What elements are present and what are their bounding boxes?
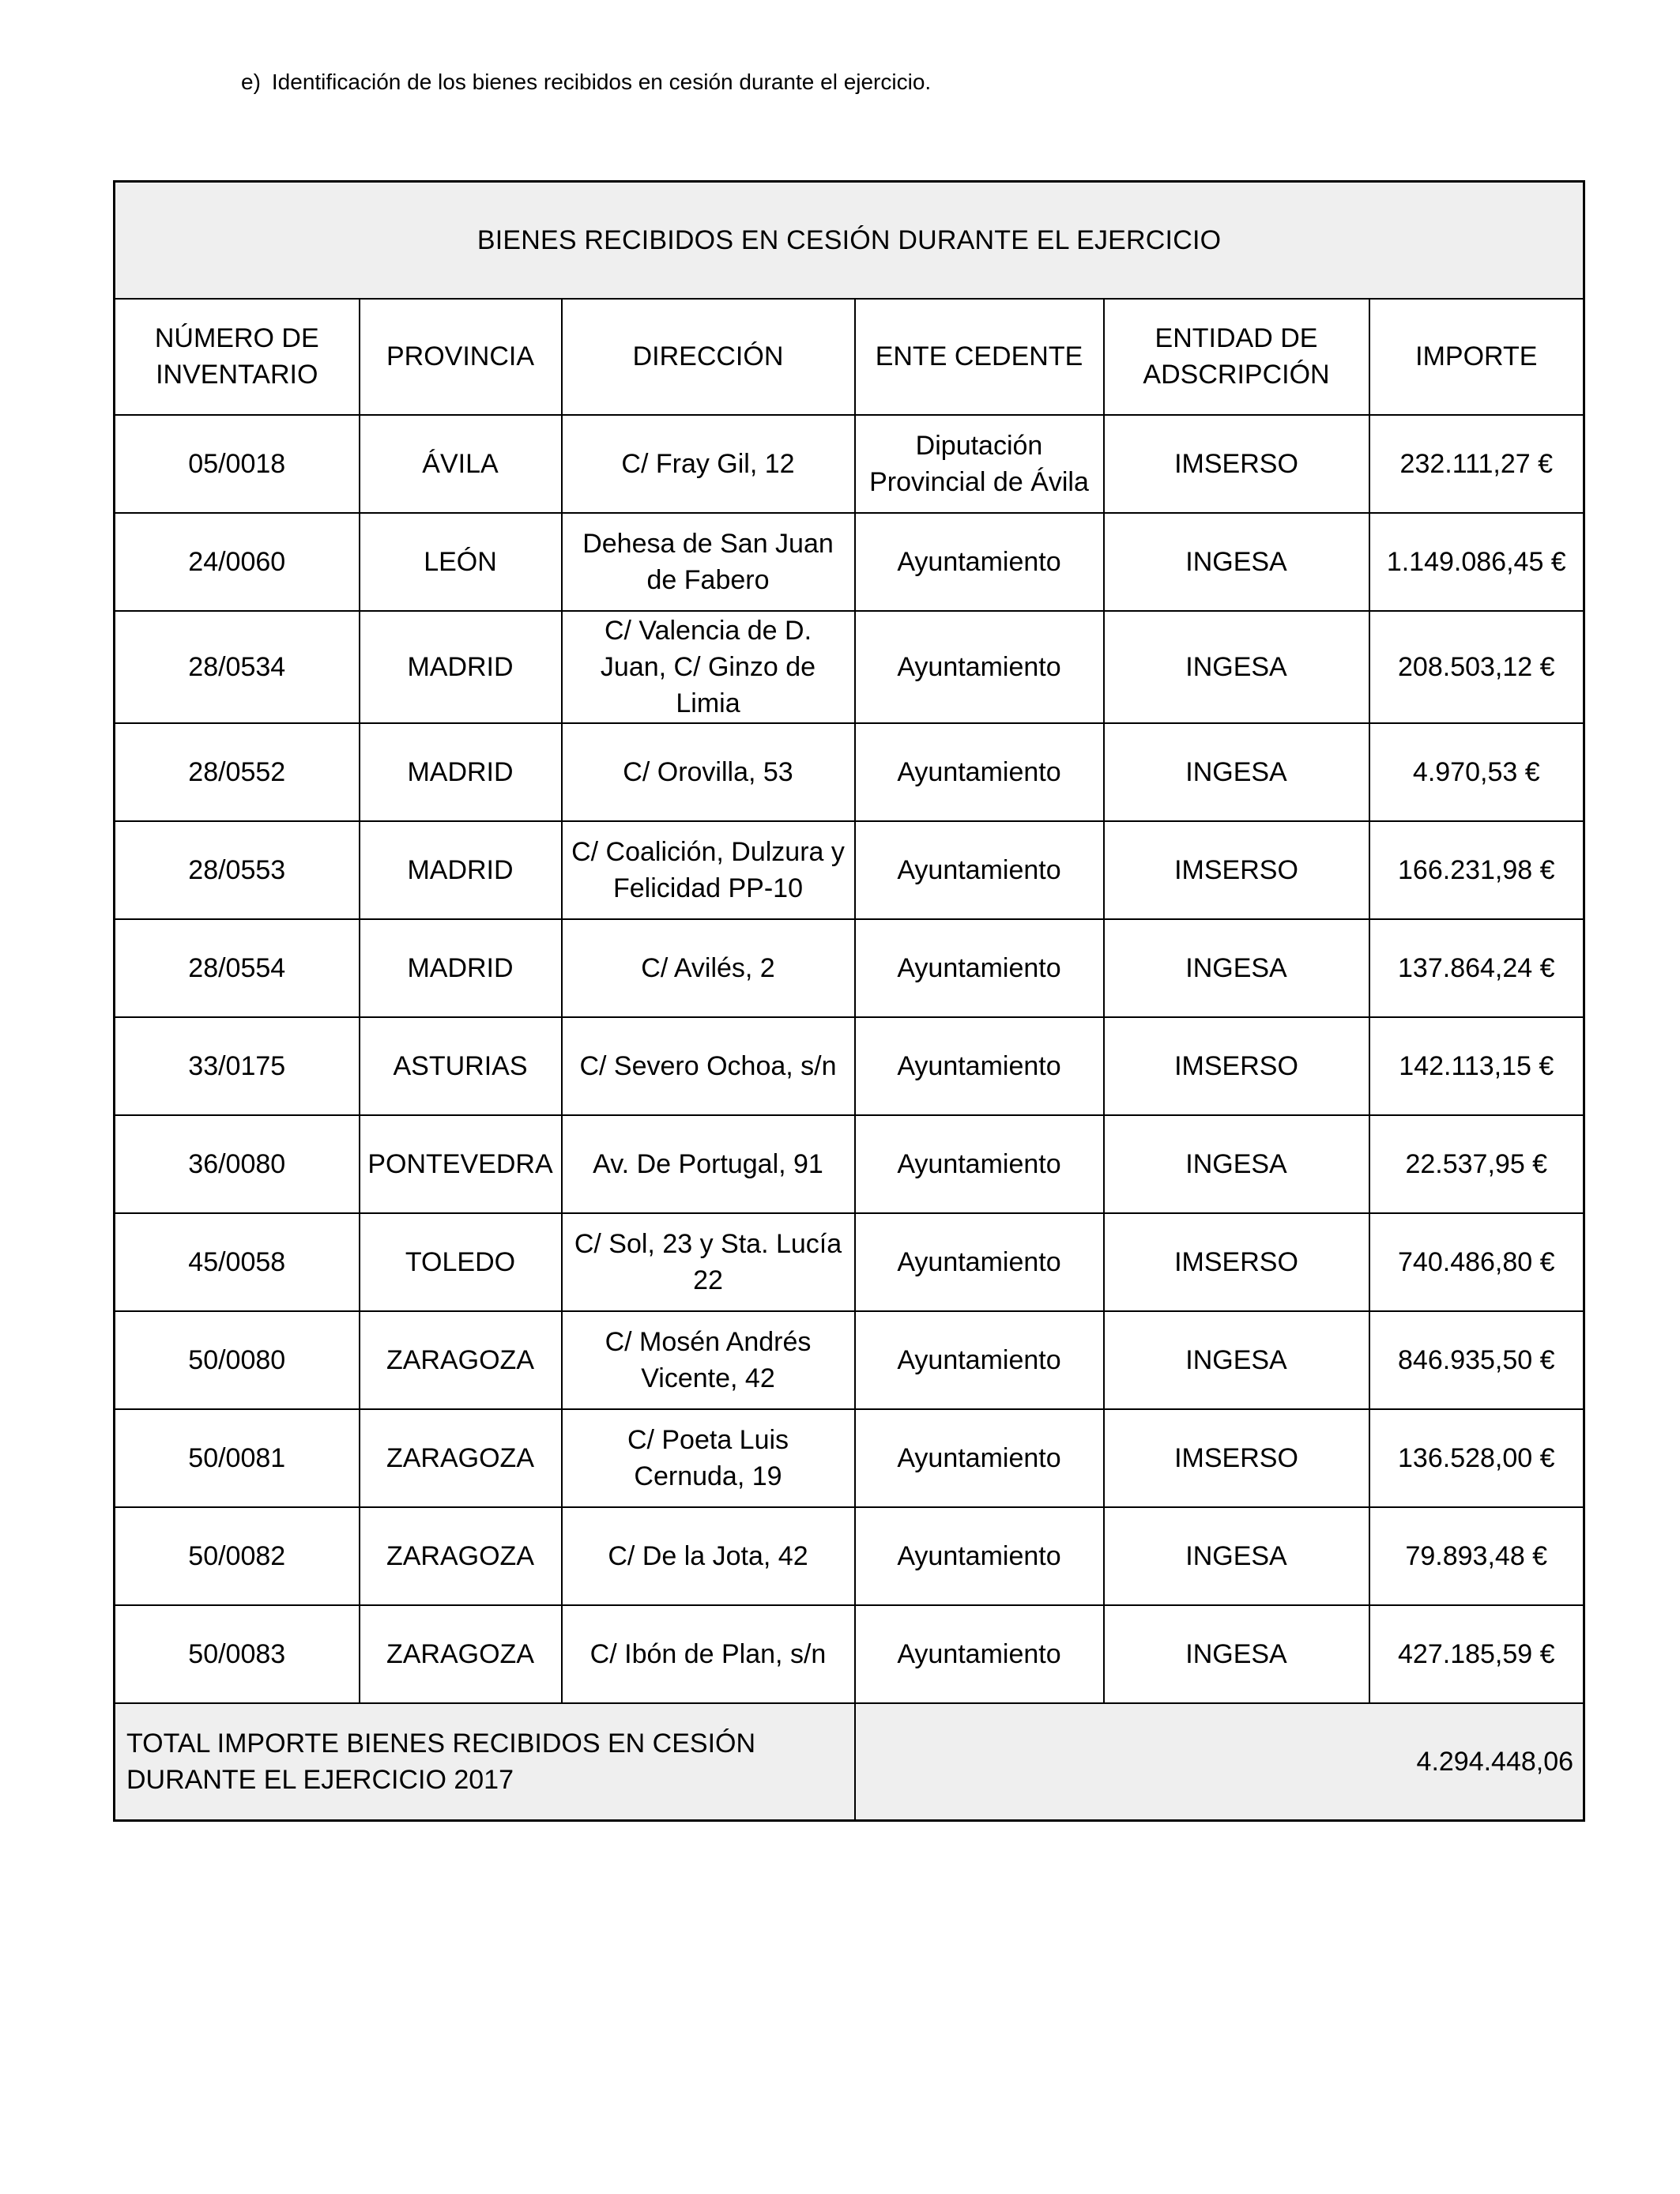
cell-province: ZARAGOZA (360, 1311, 562, 1409)
section-heading (241, 66, 931, 98)
cell-amount: 232.111,27 € (1369, 415, 1584, 513)
cell-amount: 740.486,80 € (1369, 1213, 1584, 1311)
cell-amount: 22.537,95 € (1369, 1115, 1584, 1213)
header-amount: IMPORTE (1369, 299, 1584, 415)
cell-assignment: IMSERSO (1104, 821, 1369, 919)
cell-province: MADRID (360, 723, 562, 821)
cell-amount: 136.528,00 € (1369, 1409, 1584, 1507)
assets-table (113, 180, 1585, 1822)
cell-inventory: 24/0060 (115, 513, 360, 611)
total-label-line1: TOTAL IMPORTE BIENES RECIBIDOS EN CESIÓN (126, 1728, 756, 1759)
cell-address: C/ De la Jota, 42 (562, 1507, 855, 1605)
cell-grantor: Ayuntamiento (855, 1017, 1104, 1115)
cell-grantor: Ayuntamiento (855, 919, 1104, 1017)
table-row (115, 1605, 1584, 1703)
cell-assignment: INGESA (1104, 611, 1369, 723)
cell-address: C/ Poeta Luis Cernuda, 19 (562, 1409, 855, 1507)
total-label (115, 1703, 855, 1821)
cell-address: C/ Fray Gil, 12 (562, 415, 855, 513)
cell-grantor: Ayuntamiento (855, 1115, 1104, 1213)
cell-inventory: 28/0554 (115, 919, 360, 1017)
table-row (115, 1017, 1584, 1115)
cell-inventory: 05/0018 (115, 415, 360, 513)
cell-assignment: INGESA (1104, 723, 1369, 821)
cell-amount: 208.503,12 € (1369, 611, 1584, 723)
cell-address: Dehesa de San Juan de Fabero (562, 513, 855, 611)
cell-address: C/ Avilés, 2 (562, 919, 855, 1017)
total-value: 4.294.448,06 (855, 1703, 1584, 1821)
table-row (115, 1409, 1584, 1507)
cell-address: C/ Ibón de Plan, s/n (562, 1605, 855, 1703)
cell-amount: 846.935,50 € (1369, 1311, 1584, 1409)
cell-inventory: 50/0081 (115, 1409, 360, 1507)
cell-assignment: IMSERSO (1104, 1017, 1369, 1115)
cell-grantor: Ayuntamiento (855, 1409, 1104, 1507)
cell-amount: 4.970,53 € (1369, 723, 1584, 821)
header-inventory-line1: NÚMERO DE (154, 323, 319, 353)
cell-inventory: 50/0082 (115, 1507, 360, 1605)
cell-address: Av. De Portugal, 91 (562, 1115, 855, 1213)
header-address: DIRECCIÓN (562, 299, 855, 415)
cell-inventory: 33/0175 (115, 1017, 360, 1115)
cell-grantor: Diputación Provincial de Ávila (855, 415, 1104, 513)
total-row (115, 1703, 1584, 1821)
cell-province: ASTURIAS (360, 1017, 562, 1115)
cell-amount: 142.113,15 € (1369, 1017, 1584, 1115)
cell-province: MADRID (360, 611, 562, 723)
table-row (115, 1311, 1584, 1409)
table-header-row (115, 299, 1584, 415)
cell-province: ZARAGOZA (360, 1507, 562, 1605)
cell-amount: 427.185,59 € (1369, 1605, 1584, 1703)
cell-grantor: Ayuntamiento (855, 1311, 1104, 1409)
cell-province: ZARAGOZA (360, 1409, 562, 1507)
table-row (115, 919, 1584, 1017)
cell-address: C/ Coalición, Dulzura y Felicidad PP-10 (562, 821, 855, 919)
header-grantor: ENTE CEDENTE (855, 299, 1104, 415)
cell-inventory: 28/0534 (115, 611, 360, 723)
cell-inventory: 50/0080 (115, 1311, 360, 1409)
cell-assignment: INGESA (1104, 1115, 1369, 1213)
cell-address: C/ Sol, 23 y Sta. Lucía 22 (562, 1213, 855, 1311)
cell-grantor: Ayuntamiento (855, 1605, 1104, 1703)
cell-province: LEÓN (360, 513, 562, 611)
header-assignment-line1: ENTIDAD DE (1155, 323, 1318, 353)
section-heading-text: Identificación de los bienes recibidos en cesión durante el ejercicio. (271, 70, 932, 94)
cell-province: TOLEDO (360, 1213, 562, 1311)
table-row (115, 821, 1584, 919)
cell-amount: 1.149.086,45 € (1369, 513, 1584, 611)
table-row (115, 723, 1584, 821)
cell-assignment: INGESA (1104, 513, 1369, 611)
header-inventory (115, 299, 360, 415)
cell-assignment: INGESA (1104, 1605, 1369, 1703)
cell-province: ZARAGOZA (360, 1605, 562, 1703)
cell-grantor: Ayuntamiento (855, 1507, 1104, 1605)
table-row (115, 1115, 1584, 1213)
section-marker: e) (241, 70, 261, 94)
cell-assignment: IMSERSO (1104, 1409, 1369, 1507)
cell-province: MADRID (360, 821, 562, 919)
table-row (115, 513, 1584, 611)
cell-grantor: Ayuntamiento (855, 723, 1104, 821)
cell-assignment: IMSERSO (1104, 415, 1369, 513)
table-row (115, 415, 1584, 513)
header-inventory-line2: INVENTARIO (156, 360, 318, 390)
header-assignment-line2: ADSCRIPCIÓN (1143, 360, 1330, 390)
cell-grantor: Ayuntamiento (855, 611, 1104, 723)
cell-address: C/ Orovilla, 53 (562, 723, 855, 821)
cell-grantor: Ayuntamiento (855, 513, 1104, 611)
cell-grantor: Ayuntamiento (855, 821, 1104, 919)
header-assignment (1104, 299, 1369, 415)
cell-inventory: 28/0553 (115, 821, 360, 919)
cell-address: C/ Mosén Andrés Vicente, 42 (562, 1311, 855, 1409)
cell-grantor: Ayuntamiento (855, 1213, 1104, 1311)
cell-province: MADRID (360, 919, 562, 1017)
cell-address: C/ Valencia de D. Juan, C/ Ginzo de Limia (562, 611, 855, 723)
cell-inventory: 50/0083 (115, 1605, 360, 1703)
table-title: BIENES RECIBIDOS EN CESIÓN DURANTE EL EJERCICIO (115, 182, 1584, 299)
cell-province: PONTEVEDRA (360, 1115, 562, 1213)
cell-province: ÁVILA (360, 415, 562, 513)
cell-amount: 166.231,98 € (1369, 821, 1584, 919)
table-row (115, 611, 1584, 723)
table-row (115, 1213, 1584, 1311)
cell-inventory: 45/0058 (115, 1213, 360, 1311)
total-label-line2: DURANTE EL EJERCICIO 2017 (126, 1764, 514, 1795)
cell-assignment: INGESA (1104, 1507, 1369, 1605)
header-province: PROVINCIA (360, 299, 562, 415)
table-row (115, 1507, 1584, 1605)
cell-inventory: 36/0080 (115, 1115, 360, 1213)
cell-assignment: INGESA (1104, 919, 1369, 1017)
cell-amount: 137.864,24 € (1369, 919, 1584, 1017)
cell-assignment: INGESA (1104, 1311, 1369, 1409)
cell-amount: 79.893,48 € (1369, 1507, 1584, 1605)
cell-address: C/ Severo Ochoa, s/n (562, 1017, 855, 1115)
cell-inventory: 28/0552 (115, 723, 360, 821)
cell-assignment: IMSERSO (1104, 1213, 1369, 1311)
